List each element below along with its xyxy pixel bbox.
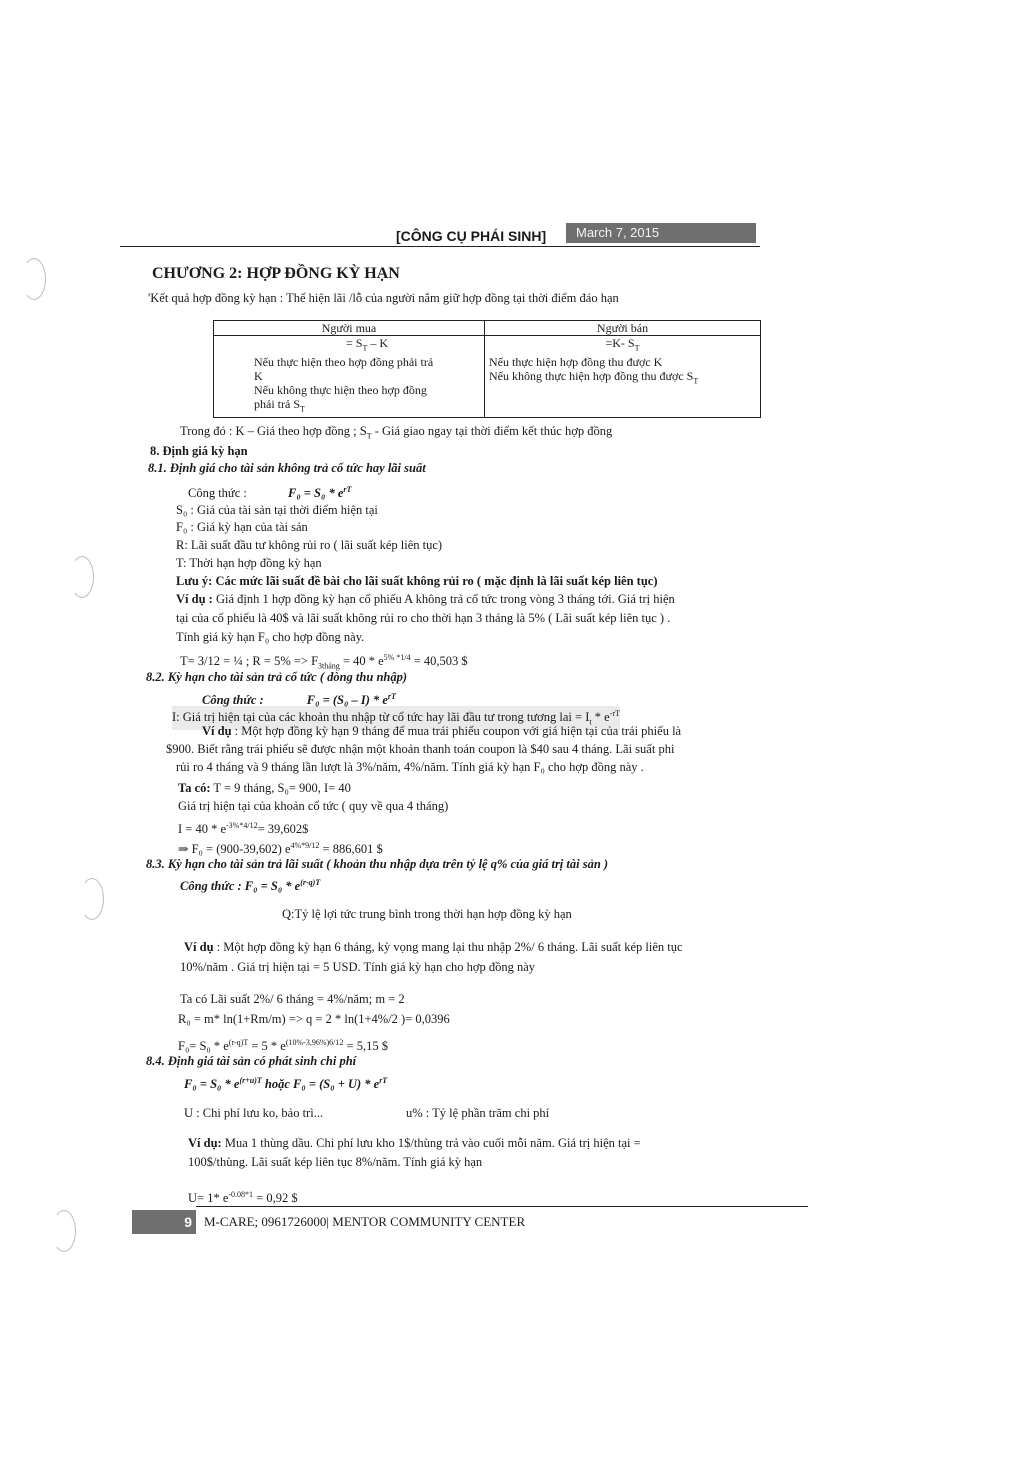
header-title: [CÔNG CỤ PHÁI SINH]	[396, 228, 547, 244]
section-8-3: 8.3. Kỳ hạn cho tài sản trả lãi suất ( khoản thu nhập dựa trên tỷ lệ q% của giá trị tài sản )	[146, 857, 609, 871]
example-4a	[188, 1136, 641, 1151]
binder-hole-mid	[70, 556, 94, 598]
section-8-2: 8.2. Kỳ hạn cho tài sản trả cổ tức ( dòng thu nhập)	[146, 670, 408, 684]
example-2f-text-2: = 886,601 $	[319, 842, 383, 857]
example-2f: ⇒ F₀ = (900-39,602) $e^{4\%*9/12} = 886,601$ $	[178, 841, 383, 857]
chapter-title: CHƯƠNG 2: HỢP ĐỒNG KỲ HẠN	[152, 265, 400, 282]
def-s0: S₀ : Giá của tài sản tại thời điểm hiện tại	[176, 503, 378, 517]
seller-line-1: Nếu thực hiện hợp đồng thu được K	[489, 355, 663, 370]
example-2e-text-2: = 39,602$	[257, 822, 309, 837]
def-f0: F₀ : Giá kỳ hạn của tài sản	[176, 520, 308, 534]
example-1d-text-3: = 40,503 $	[410, 654, 468, 669]
footer-text: M-CARE; 0961726000| MENTOR COMMUNITY CENTER	[204, 1214, 526, 1229]
example-3a	[184, 940, 683, 955]
buyer-line-0: = S	[345, 336, 363, 350]
example-2f-text: ⇒ F₀ = (900-39,602) e	[178, 842, 291, 857]
seller-line-0: =K- S	[605, 336, 635, 350]
formula-83-exp: (r-q)T	[300, 878, 321, 887]
intro-text: 'Kết quả hợp đồng kỳ hạn : Thể hiện lãi /lỗ của người nắm giữ hợp đồng tại thời điểm đáo hạn	[148, 291, 619, 305]
binder-hole-top	[22, 258, 46, 300]
example-1d: T= 3/12 = ¼ ; $R = 5\% => F_{3tháng} = 40 * e^{5\% *1/4} = 40,503$ $	[180, 653, 468, 671]
example-4b: 100$/thùng. Lãi suất kép liên tục 8%/năm. Tính giá kỳ hạn	[188, 1155, 483, 1169]
example-1c: Tính giá kỳ hạn F₀ cho hợp đồng này.	[176, 630, 365, 644]
header-rule	[120, 246, 760, 247]
formula-81-exp: rT	[343, 485, 352, 494]
formula-84b-exp: rT	[379, 1076, 388, 1085]
formula-row-83	[180, 875, 320, 894]
formula-81-base: F₀ = S₀ * e	[287, 486, 344, 501]
buyer-line-4: phải trả S	[254, 397, 300, 412]
def-u: U : Chi phí lưu ko, bảo trì...	[184, 1106, 324, 1120]
example-1b: tại của cổ phiếu là 40$ và lãi suất không rủi ro cho thời hạn 3 tháng là 5% ( Lãi suất kép liên tục ) .	[176, 611, 671, 625]
buyer-line-2: K	[254, 369, 263, 384]
formula-84a-base: F₀ = S₀ * e	[184, 1077, 240, 1092]
example-2c: rủi ro 4 tháng và 9 tháng lần lượt là 3%/năm, 4%/năm. Tính giá kỳ hạn F₀ cho hợp đồng này .	[176, 760, 644, 774]
example-2-given	[178, 781, 351, 796]
def-q: Q:Tỷ lệ lợi tức trung bình trong thời hạn hợp đồng kỳ hạn	[282, 907, 572, 921]
formula-84a-exp: (r+u)T	[239, 1076, 262, 1085]
example-1a-text: Giá định 1 hợp đồng kỳ hạn cổ phiếu A không trả cổ tức trong vòng 3 tháng tới. Giá trị hiện	[212, 592, 675, 606]
header-date: March 7, 2015	[566, 223, 756, 243]
formula-label-82: Công thức :	[202, 693, 264, 708]
section-8-1: 8.1. Định giá cho tài sản không trả cổ tức hay lãi suất	[148, 461, 426, 475]
formula-label-81: Công thức :	[188, 486, 247, 501]
example-1a	[176, 592, 675, 607]
example-2a	[202, 724, 681, 739]
binder-hole-bottom	[52, 1210, 76, 1252]
note-line: Lưu ý: Các mức lãi suất đề bài cho lãi suất không rủi ro ( mặc định là lãi suất kép liên tục)	[176, 574, 658, 588]
where-text-2: - Giá giao ngay tại thời điểm kết thúc hợp đồng	[371, 424, 613, 438]
ta-co-text: T = 9 tháng, S₀= 900, I= 40	[210, 781, 351, 795]
section-8: 8. Định giá kỳ hạn	[150, 444, 248, 458]
example-3e-text-3: = 5,15 $	[343, 1039, 388, 1054]
example-1d-text: T= 3/12 = ¼ ; R = 5% => F	[180, 654, 319, 669]
section-8-4: 8.4. Định giá tài sản có phát sinh chi phí	[146, 1054, 357, 1068]
example-3b: 10%/năm . Giá trị hiện tại = 5 USD. Tính giá kỳ hạn cho hợp đồng này	[180, 960, 536, 974]
seller-line-2: Nếu không thực hiện hợp đồng thu được S	[489, 369, 694, 384]
formula-83	[245, 879, 320, 893]
example-4-label: Ví dụ:	[188, 1136, 222, 1150]
seller-cell: =K- $S_T$ Nếu thực hiện hợp đồng thu được K Nếu không thực hiện hợp đồng thu được $S_T$	[485, 336, 761, 418]
buyer-cell: = $S_T$ – K Nếu thực hiện theo hợp đồng phải trả K Nếu không thực hiện theo hợp đồng phải trả $S_T$	[214, 336, 485, 418]
buyer-line-3: Nếu không thực hiện theo hợp đồng	[254, 383, 427, 398]
where-line: Trong đó : K – Giá theo hợp đồng ; $S_T$ - Giá giao ngay tại thời điểm kết thúc hợp đồng	[180, 424, 613, 441]
formula-84-or: hoặc	[261, 1077, 294, 1092]
example-3e: $F_0= S_0 * e^{(r-q)T} = 5 * e^{(10\%-3,96\%)6/12} = 5,15$ $	[178, 1038, 388, 1054]
footer-rule	[196, 1206, 808, 1207]
ta-co-label: Ta có:	[178, 781, 211, 795]
example-4c-text-2: = 0,92 $	[253, 1191, 298, 1206]
seller-header: Người bán	[485, 321, 761, 336]
footer-page-number: 9	[132, 1210, 196, 1234]
formula-81	[288, 486, 351, 500]
def-r: R: Lãi suất đầu tư không rủi ro ( lãi suất kép liên tục)	[176, 538, 443, 552]
formula-row-84	[184, 1073, 387, 1092]
example-3e-text-2: = 5 * e	[248, 1039, 286, 1054]
payoff-table	[213, 320, 761, 418]
def-i: I: Giá trị hiện tại của các khoản thu nhập từ cổ tức hay lãi đầu tư trong tương lai = $I_t * e^{-rT}$	[172, 706, 620, 730]
example-2e-text: I = 40 * e	[178, 822, 227, 837]
def-t: T: Thời hạn hợp đồng kỳ hạn	[176, 556, 322, 570]
example-2b: $900. Biết rằng trái phiếu sẽ được nhận một khoản thanh toán coupon là $40 sau 4 tháng. Lãi suất phi	[166, 742, 675, 756]
example-2a-text: : Một hợp đồng kỳ hạn 9 tháng để mua trái phiếu coupon với giá hiện tại của trái phiếu là	[231, 724, 682, 738]
formula-row-81	[188, 482, 351, 501]
buyer-line-1: Nếu thực hiện theo hợp đồng phải trả	[254, 355, 434, 370]
example-1-label: Ví dụ :	[176, 592, 213, 606]
formula-82-base: F₀ = (S₀ – I) * e	[306, 693, 388, 708]
example-1d-text-2: = 40 * e	[339, 654, 384, 669]
example-3e-text: F₀= S₀ * e	[178, 1039, 229, 1054]
example-4c: U= 1* $e^{-0.08*1} = 0,92$ $	[188, 1190, 298, 1206]
example-4a-text: Mua 1 thùng dầu. Chi phí lưu kho 1$/thùng trả vào cuối mỗi năm. Giá trị hiện tại =	[221, 1136, 641, 1150]
example-4c-text: U= 1* e	[188, 1191, 229, 1206]
example-3d: R₀ = m* ln(1+Rm/m) => q = 2 * ln(1+4%/2 )= 0,0396	[178, 1012, 450, 1026]
binder-hole-low	[80, 878, 104, 920]
example-3-label: Ví dụ	[184, 940, 214, 954]
formula-84b-base: F₀ = (S₀ + U) * e	[293, 1077, 380, 1092]
def-i-text: I: Giá trị hiện tại của các khoản thu nhập từ cổ tức hay lãi đầu tư trong tương lai = I	[172, 710, 590, 725]
where-text: Trong đó : K – Giá theo hợp đồng ; S	[180, 424, 367, 438]
example-2-label: Ví dụ	[202, 724, 232, 738]
def-u-percent: u% : Tỷ lệ phần trăm chi phí	[406, 1106, 550, 1120]
example-2e: $I = 40 * e^{-3\%*4/12}=$ 39,602$	[178, 821, 309, 837]
example-3c: Ta có Lãi suất 2%/ 6 tháng = 4%/năm; m = 2	[180, 992, 405, 1006]
formula-label-83: Công thức :	[180, 879, 242, 894]
formula-82-exp: rT	[387, 692, 396, 701]
buyer-header: Người mua	[214, 321, 485, 336]
formula-83-base: F₀ = S₀ * e	[244, 879, 301, 894]
example-3a-text: : Một hợp đồng kỳ hạn 6 tháng, kỳ vọng mang lại thu nhập 2%/ 6 tháng. Lãi suất kép liên tục	[213, 940, 683, 954]
example-2d: Giá trị hiện tại của khoản cổ tức ( quy về qua 4 tháng)	[178, 799, 449, 813]
